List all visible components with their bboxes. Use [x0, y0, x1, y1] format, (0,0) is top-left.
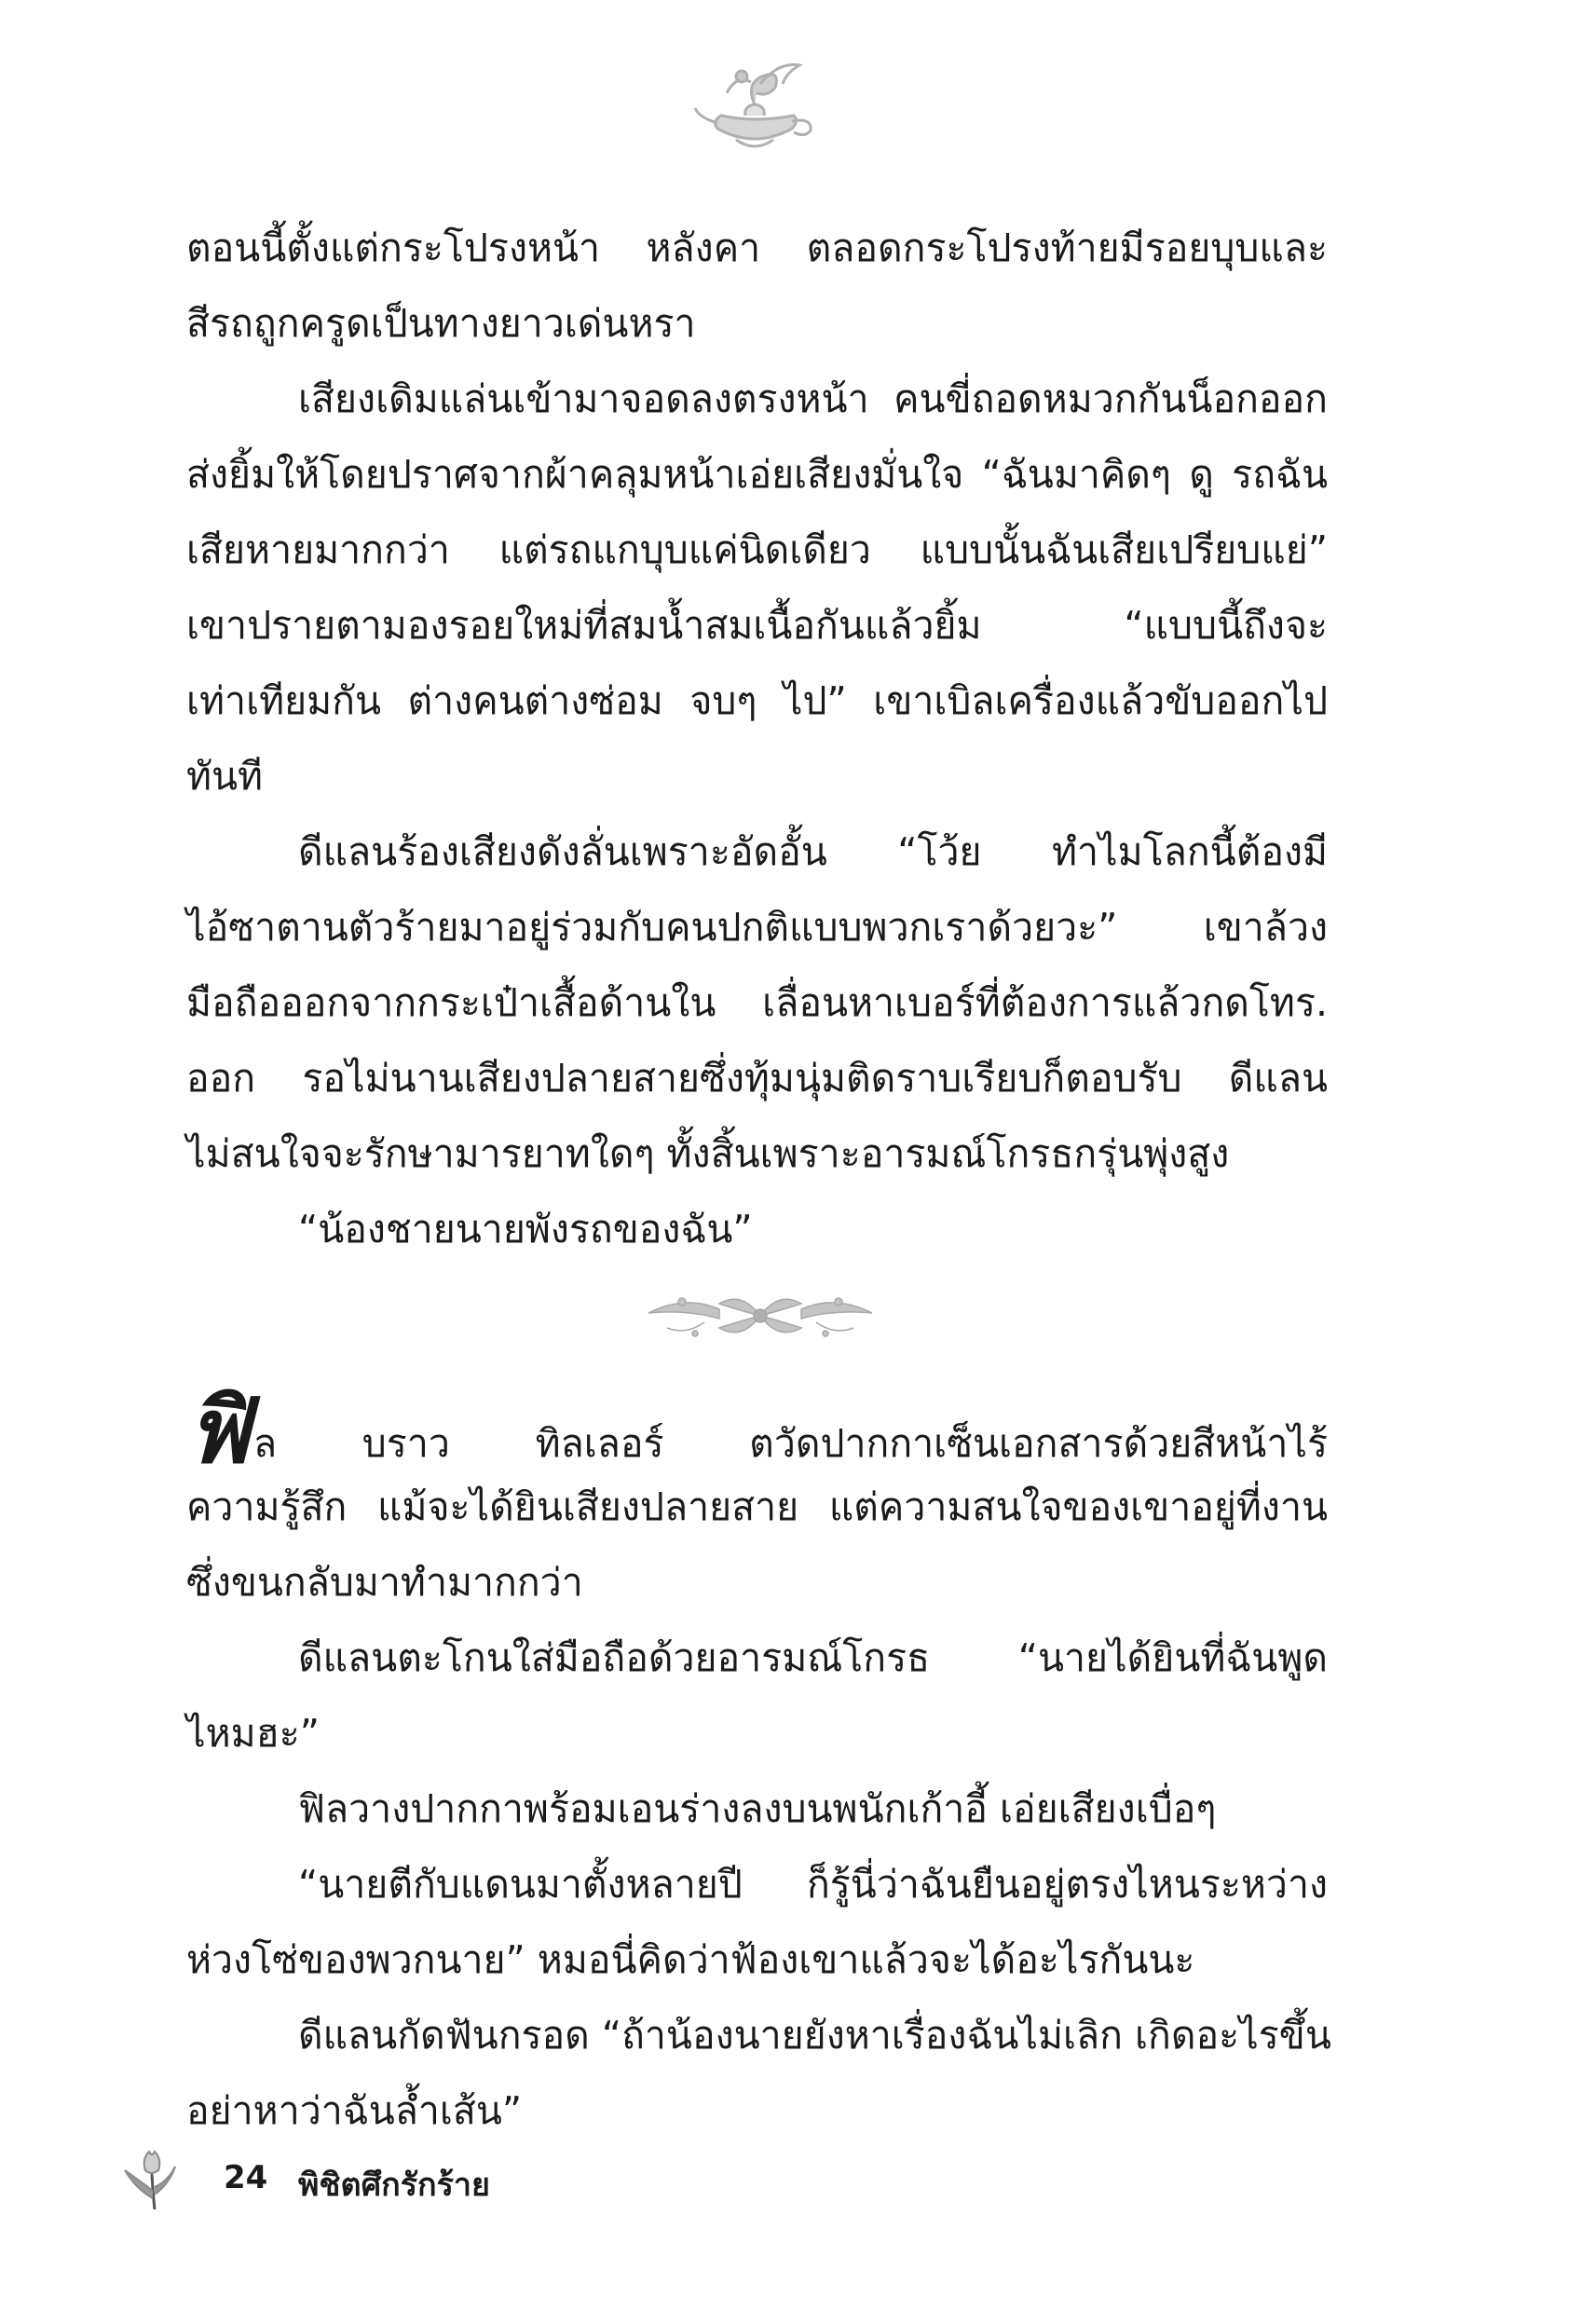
page-footer [121, 2139, 680, 2213]
text-line: มือถือออกจากกระเป๋าเสื้อด้านใน เลื่อนหาเบอร์ที่ต้องการแล้วกดโทร. [186, 980, 1328, 1025]
text-line: ห่วงโซ่ของพวกนาย” หมอนี่คิดว่าฟ้องเขาแล้วจะได้อะไรกันนะ [186, 1937, 1195, 1982]
dropcap-letter: ฟิ [186, 1379, 250, 1484]
genie-lamp-ornament-icon [689, 56, 820, 158]
text-line: เขาปรายตามองรอยใหม่ที่สมน้ำสมเนื้อกันแล้วยิ้ม “แบบนี้ถึงจะ [186, 603, 1328, 648]
text-line: ไอ้ซาตานตัวร้ายมาอยู่ร่วมกับคนปกติแบบพวกเราด้วยวะ” เขาล้วง [186, 905, 1328, 950]
text-line: เท่าเทียมกัน ต่างคนต่างซ่อม จบๆ ไป” เขาเบิลเครื่องแล้วขับออกไป [186, 678, 1328, 723]
text-line: “น้องชายนายพังรถของฉัน” [298, 1207, 753, 1251]
text-block-bottom [186, 1379, 1331, 2149]
text-line: ดีแลนกัดฟันกรอด “ถ้าน้องนายยังหาเรื่องฉันไม่เลิก เกิดอะไรขึ้น [298, 2013, 1331, 2058]
text-line: ไม่สนใจจะรักษามารยาทใดๆ ทั้งสิ้นเพราะอารมณ์โกรธกรุ่นพุ่งสูง [186, 1131, 1230, 1176]
tulip-icon [121, 2139, 186, 2213]
text-line: ดีแลนตะโกนใส่มือถือด้วยอารมณ์โกรธ “นายได้ยินที่ฉันพูด [298, 1635, 1328, 1680]
page-number: 24 [224, 2159, 268, 2196]
text-line: “นายตีกับแดนมาตั้งหลายปี ก็รู้นี่ว่าฉันยืนอยู่ตรงไหนระหว่าง [298, 1862, 1328, 1907]
text-line: ตอนนี้ตั้งแต่กระโปรงหน้า หลังคา ตลอดกระโปรงท้ายมีรอยบุบและ [186, 226, 1328, 270]
text-line: ทันที [186, 754, 264, 799]
text-line: เสียงเดิมแล่นเข้ามาจอดลงตรงหน้า คนขี่ถอดหมวกกันน็อกออก [298, 376, 1328, 421]
text-line: ดีแลนร้องเสียงดังลั่นเพราะอัดอั้น “โว้ย ทำไมโลกนี้ต้องมี [298, 829, 1328, 874]
text-line: อย่าหาว่าฉันล้ำเส้น” [186, 2088, 523, 2133]
floral-divider-icon [639, 1281, 881, 1350]
text-line: สีรถถูกครูดเป็นทางยาวเด่นหรา [186, 301, 696, 346]
text-block-top [186, 211, 1328, 1267]
text-line: ความรู้สึก แม้จะได้ยินเสียงปลายสาย แต่ความสนใจของเขาอยู่ที่งาน [186, 1484, 1328, 1529]
text-line: ไหมฮะ” [186, 1711, 320, 1756]
text-line: ส่งยิ้มให้โดยปราศจากผ้าคลุมหน้าเอ่ยเสียงมั่นใจ “ฉันมาคิดๆ ดู รถฉัน [186, 452, 1328, 497]
book-title: พิชิตศึกรักร้าย [298, 2167, 490, 2204]
dropcap-line-text: ล บราว ทิลเลอร์ ตวัดปากกาเซ็นเอกสารด้วยสีหน้าไร้ [252, 1421, 1328, 1466]
text-line: ออก รอไม่นานเสียงปลายสายซึ่งทุ้มนุ่มติดราบเรียบก็ตอบรับ ดีแลน [186, 1056, 1328, 1101]
dropcap-line [186, 1379, 1328, 1484]
text-line: ฟิลวางปากกาพร้อมเอนร่างลงบนพนักเก้าอี้ เอ่ยเสียงเบื่อๆ [298, 1786, 1217, 1831]
text-line: เสียหายมากกว่า แต่รถแกบุบแค่นิดเดียว แบบนั้นฉันเสียเปรียบแย่” [186, 527, 1328, 572]
text-line: ซึ่งขนกลับมาทำมากกว่า [186, 1560, 583, 1605]
